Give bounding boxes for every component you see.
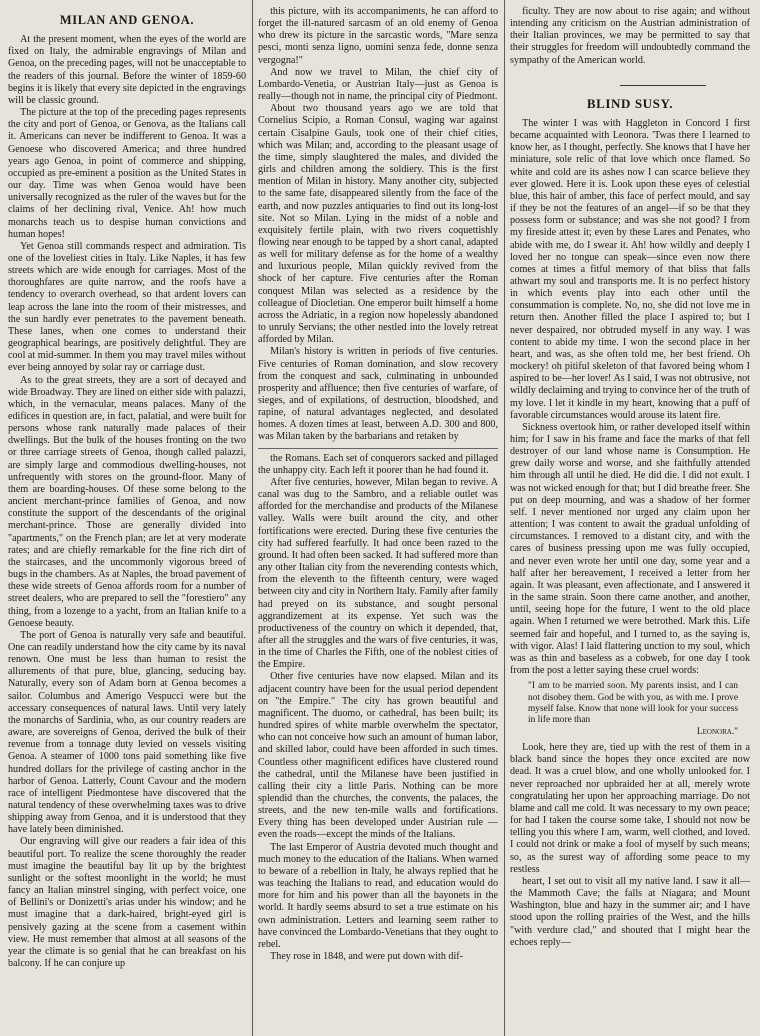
milan-col2-top-text: [258, 6, 498, 444]
article-title-blind-susy: BLIND SUSY.: [586, 95, 674, 111]
paragraph: heart, I set out to visit all my native land. I saw it all—the Mammoth Cave; the falls at Niagara; and Mount Washington, blue and hazy in the summer air; and I have stood upon the rolling prairies of the West, and the hills "with verdure clad," and shouted that I might hear the echoes reply—: [510, 875, 750, 948]
paragraph: Yet Genoa still commands respect and admiration. Tis one of the loveliest cities in Italy. Like Naples, it has few streets which are wide enough for carriages. Most of the thoroughfares are quite narrow, and the roofs have a tendency to overarch overhead, so that ardent lovers can leap across the lane into the room of their mistresses, and the sun hardly ever penetrates to the pavement beneath. These lanes, when one comes to understand their geographical bearings, are positively delightful. They are cool at mid-summer. In them you may travel miles without ever being annoyed by solar ray or carriage dust.: [8, 240, 246, 374]
letter-signature: Leonora.": [696, 726, 738, 737]
paragraph: the Romans. Each set of conquerors sacked and pillaged the unhappy city. Each left it poorer than he had found it.: [258, 452, 498, 476]
column-1: [8, 6, 246, 1030]
paragraph: About two thousand years ago we are told that Cornelius Scipio, a Roman Consul, waging war against certain Cisalpine Gauls, took one of their chief cities, which was Milan; and, according to the pleasant usage of the time, simply slaughtered the males, and divided the girls and children among the soldiery. This is the first mention of Milan in history. Many another city, subjected to the same fate, disappeared silently from the face of the earth, and now puzzles antiquaries to find out its long-lost site. Not so Milan. Lying in the midst of a noble and exquisitely fertile plain, with two rivers coquettishly flowing near enough to be tapped by a short canal, adapted as well for military defense as for the home of a wealthy and luxurious people, Milan quickly revived from the shock of her capture. Five centuries after the Roman conquest Milan was selected as a residence by the colleague of Diocletian. One emperor built himself a home across the Adriatic, in a region now hopelessly abandoned to unruly Servians; the other nestled into the lovely retreat afforded by Milan.: [258, 103, 498, 346]
paragraph: Milan's history is written in periods of five centuries. Five centuries of Roman domination, and slow recovery from the conquest and sack, culminating in unbounded prosperity and affluence; then five centuries of warfare, of sieges, and of expilations, of destruction, bloodshed, and rapine, of natural advantages neglected, and desolated homes. A dozen times at least, between A.D. 300 and 800, was Milan taken by the barbarians and retaken by: [258, 346, 498, 443]
column-2: [258, 6, 498, 1030]
paragraph: They rose in 1848, and were put down with dif-: [270, 951, 463, 963]
milan-col3-text: [510, 6, 750, 67]
column-rule: [504, 0, 505, 1036]
blind-susy-continued-text: [510, 742, 750, 949]
paragraph: At the present moment, when the eyes of the world are fixed on Italy, the admirable engravings of Milan and Genoa, on the preceding pages, will not be unacceptable to the readers of this journal. Before the winter of 1859-60 begins it is likely that every site depicted in the engravings will be classic ground.: [8, 34, 246, 106]
article-separator: [620, 85, 706, 86]
paragraph: Sickness overtook him, or rather developed itself within him; for I saw in his frame and face the marks of that fell destroyer of our land whose name is Consumption. He grew daily worse and worse, and she faithfully attended him through all until he died. He did die. I did not exult. I was not wicked enough for that; but I did breathe freer. She put on deep mourning, and was a shadow of her former self. I never mentioned nor urged any claim upon her attention; I was content to await the gradual unfolding of circumstances. I removed to a distant city, and with the cares of business pressing upon me was fully occupied, and never even wrote her until one day, some year and a half after her bereavement, I received a letter from her again. It was pleasant, even affectionate, and I answered it in the same strain. Soon there came another, and another, until, seeing hope for the future, I went to the old place again. When I returned we were betrothed. Mark this. Life seemed fair and hopeful, and I turned to, as the saying is, with vigor. Alas! I laid flattering unction to my soul, which was as thin and baseless as a cobweb, for one day I took from the post a letter saying these cruel words:: [510, 421, 750, 676]
quoted-letter: [510, 679, 750, 740]
paragraph: As to the great streets, they are a sort of decayed and wide Broadway. They are lined on either side with palazzi, which, in the vernacular, means palaces. Many of the edifices in question are, in fact, palatial, and were built for persons whose rank naturally made palaces of their dwellings. But the bulk of the houses fronting on the two or three carriage streets of Genoa, though called palazzi, are simply large and commodious dwelling-houses, not unfrequently with stores on the ground-floor. Many of them are boarding-houses. Of these some belong to the ancient merchant-prince families of Genoa, and now constitute the support of the descendants of the original merchant-prince. Those are generally divided into "apartments," on the French plan; are let at very moderate rates; and are chiefly remarkable for the fine rich dirt of the staircases, and the uncommonly vigorous breed of bugs in the chambers. As at Naples, the broad pavement of these wide streets of Genoa affords room for a number of street dealers, who are prepared to sell the "forestiero" any thing, from a lozenge to a yacht, from an Italian knife to a Genoese beauty.: [8, 374, 246, 629]
paragraph: The picture at the top of the preceding pages represents the city and port of Genoa, or Genova, as the Italians call it. Americans can never be indifferent to Genoa. It was a Genoese who discovered America; and three hundred years ago Genoa, in point of commerce and shipping, occupied as pre-eminent a position as the United States in our day. Time was when Genoa would have been universally recognized as the ruler of the waves but for the claims of her declining rival, Venice. Ah! how much monarchs teach us to despise human convictions and human hopes!: [8, 107, 246, 240]
column-3: [510, 6, 750, 1030]
article-title-milan: MILAN AND GENOA.: [59, 13, 195, 27]
paragraph: After five centuries, however, Milan began to revive. A canal was dug to the Sambro, and a reliable outlet was afforded for the merchandise and products of the Milanese valley. Walls were built around the city, and other fortifications were erected. During these five centuries the city had suffered fearfully. It had once been razed to the ground. It had often been sacked. It had suffered more than any other Italian city from the neverending contests which, from the eleventh to the fifteenth century, were waged between city and city in Northern Italy. Family after family had preyed on its substance, and sought personal aggrandizement at its expense. Yet such was the productiveness of the country on which it depended, that, after all the struggles and the wars of five centuries, it was, in the time of Charles the Fifth, one of the noblest cities of the Empire.: [258, 476, 498, 671]
paragraph: ficulty. They are now about to rise again; and without intending any criticism on the Austrian administration of their Italian provinces, we may be permitted to say that their struggles for freedom will undoubtedly command the sympathy of the American world.: [510, 6, 750, 66]
paragraph: The last Emperor of Austria devoted much thought and much money to the education of the Italians. When warned to beware of a rebellion in Italy, he always replied that he was teaching the Italians to read, and education would do more for him and his power than all the bayonets in the world. It hardly seems absurd to set a true estimate on his own administration. Letters and learning seem rather to have convinced the Lombardo-Venetians that they ought to rebel.: [258, 841, 498, 950]
letter-body: "I am to be married soon. My parents insist, and I can not disobey them. God be with you, as with me. I prove myself false. Know that none will look for your success in life more than: [528, 681, 738, 726]
paragraph: And now we travel to Milan, the chief city of Lombardo-Venetia, or Austrian Italy—just as Genoa is really—though not in name, the principal city of Piedmont.: [258, 66, 498, 103]
milan-col1-text: [8, 34, 246, 970]
blind-susy-text: [510, 118, 750, 677]
column-break-rule: [258, 448, 498, 449]
paragraph: Look, here they are, tied up with the rest of them in a black band since the hopes they once excited are now dead. It was a cruel blow, and one wholly unlooked for. I never reproached nor upbraided her at all, merely wrote congratulating her upon her approaching marriage. Do not blame and call me cold. It was necessary to my own peace; for had I taken the course some take, I should not now be telling you this where I am, warm, well clothed, and loved. I could not drink or make a fool of myself by such means; so, as the surest way of affording some peace to my restless: [510, 742, 750, 875]
column-rule: [252, 0, 253, 1036]
paragraph: Our engraving will give our readers a fair idea of this beautiful port. To realize the scene thoroughly the reader must imagine the beautiful bay lit up by the brightest sunlight or the softest moonlight in the world; he must fancy an Italian minstrel singing, with perfect voice, one of Bellini's or Donizetti's arias under his window; and he must imagine that a dark-haired, bright-eyed girl is pensively gazing at the scene from a casement within view. He must remember that almost at all seasons of the year the climate is so genial that he can breakfast on his balcony. If he can conjure up: [8, 836, 246, 970]
paragraph: this picture, with its accompaniments, he can afford to forget the ill-natured sarcasm of an old enemy of Genoa who drew its picture in the sarcastic words, "Mare senza pesci, monti senza ligno, uomini senza fede, donne senza vergogna!": [258, 6, 498, 66]
paragraph: Other five centuries have now elapsed. Milan and its adjacent country have been for the usual period dependent on "the Empire." The city has grown beautiful and magnificent. The duomo, or cathedral, has been built; its hundred spires of white marble overwhelm the spectator, who can not conceive how such an amount of human labor, and skilled labor, could have been afforded in such times. Countless other magnificent edifices have clustered round the cathedral, until the Milanese have been justified in calling their city a little Paris. Nothing can be more splendid than the churches, the convents, the palaces, the streets, and the new ten-mile walls and fortifications. Every thing has been developed under Austrian rule —even the roads—except the minds of the Italians.: [258, 671, 498, 841]
paragraph: The winter I was with Haggleton in Concord I first became acquainted with Leonora. 'Twas there I learned to know her, as I thought, perfectly. She knows that I have her miniature, sole relic of that love which once flamed. So white and cold are its ashes now I can scarce believe they ever glowed. Here it is. Look upon these eyes of celestial blue, this hair of amber, this face of perfect mould, and say if they be not the features of an angel—if so be that they possess form or substance; and was she not good? I from my fireside attest it; even by these Lares and Penates, who abide with me, do I swear it. Ah! how wildly and deeply I loved her no tongue can speak—since even now there comes at times a fitful memory of that bliss that falls athwart my soul and transports me. It is no perfect history in which events play into each other until the consummation is complete. No, no, she did not love me in return then. Another filled the place I aspired to; but I never despaired, nor obtruded myself in any way. I was content to abide my time. I won the second place in her heart, and was, as she often told me, her best friend. Oh mockery! oh pitiful skeleton of that favored being whom I aspired to be—her lover! As I said, I was not obtrusive, not wildly declaiming and trying to convince her of the truth of my love. I let it kindle in my heart, knowing that a puff of favorable circumstances would arouse its latent fire.: [510, 117, 750, 421]
milan-col2-bottom-text: [258, 453, 498, 964]
paragraph: The port of Genoa is naturally very safe and beautiful. One can readily understand how the city came by its naval renown. One must be less than human to resist the allurements of that pure, blue, glancing, seducing bay. Naturally, every son of Adam born at Genoa becomes a sailor. Columbus and Amerigo Vespucci were but the accessary consequences of natural laws. Until very lately the monarchs of Sardinia, who, as our country readers are aware, are sovereigns of Genoa, derived the bulk of their revenue from a tonnage duty levied on vessels visiting Genoa. A steamer of 1000 tons paid something like five hundred dollars for the privilege of casting anchor in the harbor of Genoa. Latterly, Count Cavour and the modern race of intelligent Piedmontese have discovered that the natural tendency of these overwhelming taxes was to drive shipping away from Genoa, and it is understood that they have lately been diminished.: [8, 629, 246, 836]
